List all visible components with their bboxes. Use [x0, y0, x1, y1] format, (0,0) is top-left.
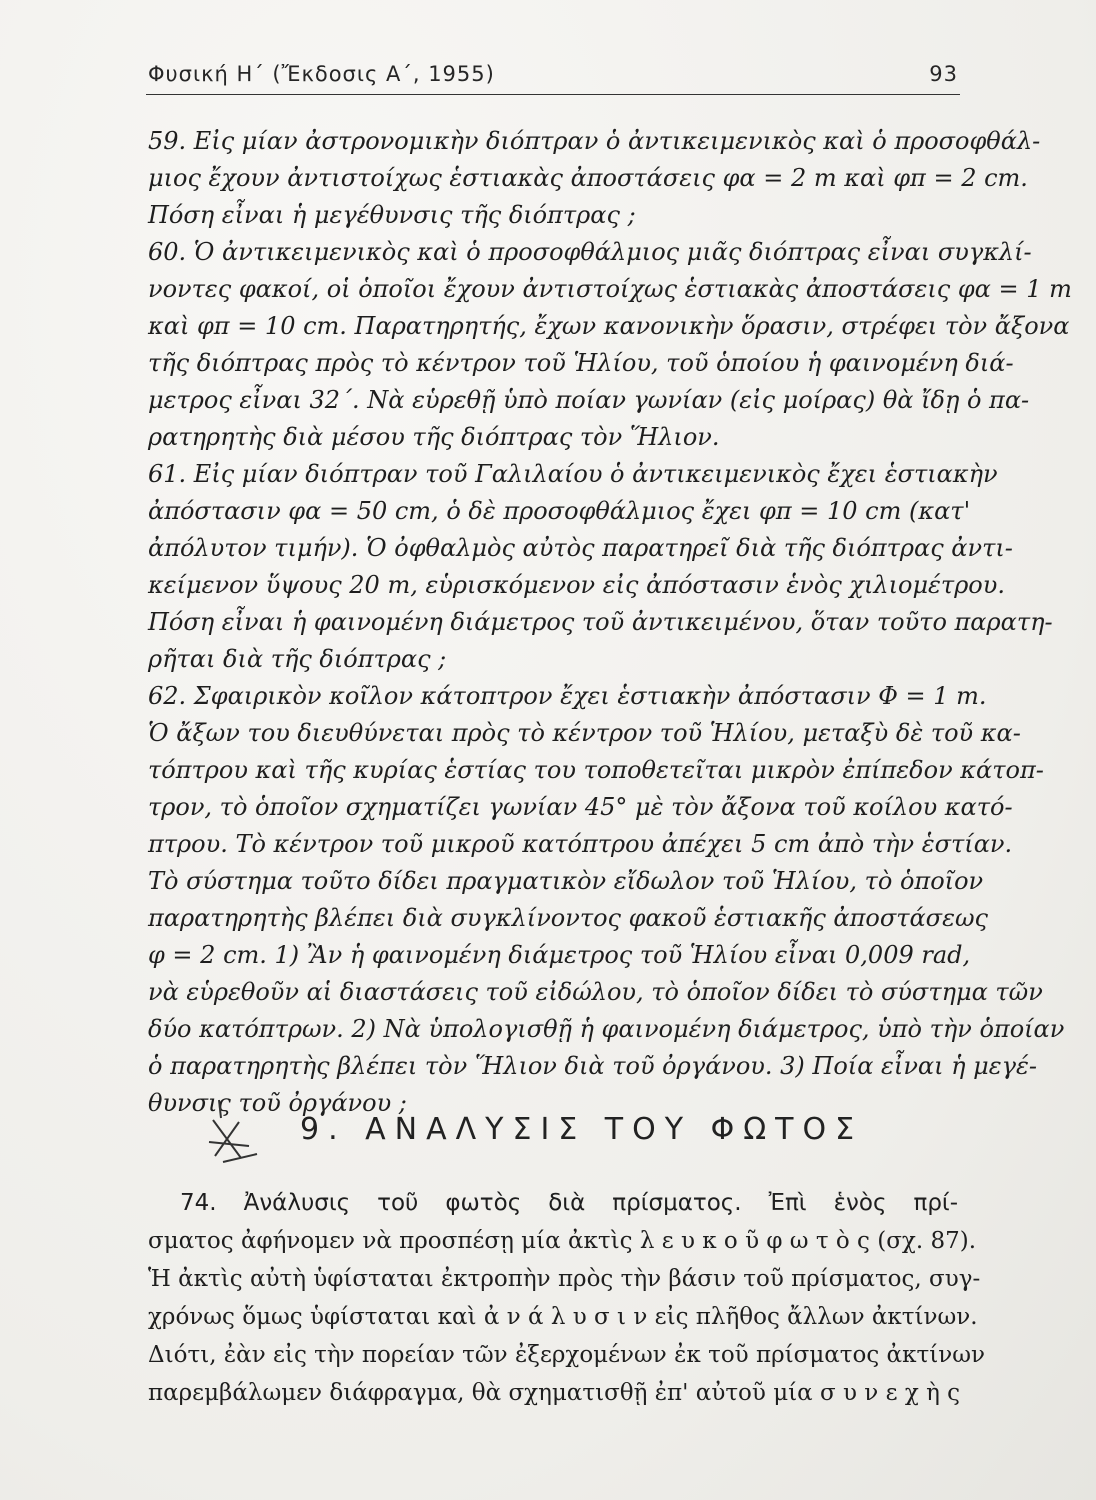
exercise-line: νοντες φακοί, οἱ ὁποῖοι ἔχουν ἀντιστοίχως ἑστιακὰς ἀποστάσεις φα = 1 m: [148, 275, 1072, 303]
paragraph-text: Ἐπὶ ἑνὸς πρί-: [768, 1190, 958, 1216]
paragraph-line: Ἡ ἀκτὶς αὐτὴ ὑφίσταται ἐκτροπὴν πρὸς τὴν βάσιν τοῦ πρίσματος, συγ-: [148, 1266, 981, 1292]
paragraph-line: σματος ἀφήνομεν νὰ προσπέσῃ μία ἀκτὶς λ ε υ κ ο ῦ φ ω τ ὸ ς (σχ. 87).: [148, 1228, 977, 1254]
paragraph-heading: 74. Ἀνάλυσις τοῦ φωτὸς διὰ πρίσματος.: [180, 1190, 742, 1216]
paragraph-line: Διότι, ἐὰν εἰς τὴν πορείαν τῶν ἐξερχομένων ἐκ τοῦ πρίσματος ἀκτίνων: [148, 1342, 985, 1368]
header-rule: [146, 94, 960, 95]
paragraph-line: παρεμβάλωμεν διάφραγμα, θὰ σχηματισθῇ ἐπ' αὐτοῦ μία σ υ ν ε χ ὴ ς: [148, 1380, 961, 1406]
paragraph-line: χρόνως ὅμως ὑφίσταται καὶ ἀ ν ά λ υ σ ι ν εἰς πλῆθος ἄλλων ἀκτίνων.: [148, 1304, 978, 1330]
exercise-line: Τὸ σύστημα τοῦτο δίδει πραγματικὸν εἴδωλον τοῦ Ἡλίου, τὸ ὁποῖον: [148, 867, 984, 895]
paragraph-first-line: [180, 1188, 958, 1218]
exercise-line: Πόση εἶναι ἡ μεγέθυνσις τῆς διόπτρας ;: [148, 201, 636, 229]
exercise-line: Ὁ ἄξων του διευθύνεται πρὸς τὸ κέντρον τοῦ Ἡλίου, μεταξὺ δὲ τοῦ κα-: [148, 719, 1021, 747]
exercise-line: 60. Ὁ ἀντικειμενικὸς καὶ ὁ προσοφθάλμιος μιᾶς διόπτρας εἶναι συγκλί-: [148, 238, 1032, 266]
exercise-line: παρατηρητὴς βλέπει διὰ συγκλίνοντος φακοῦ ἑστιακῆς ἀποστάσεως: [148, 904, 988, 932]
exercise-line: μιος ἔχουν ἀντιστοίχως ἑστιακὰς ἀποστάσεις φα = 2 m καὶ φπ = 2 cm.: [148, 164, 1028, 192]
exercise-line: 59. Εἰς μίαν ἀστρονομικὴν διόπτραν ὁ ἀντικειμενικὸς καὶ ὁ προσοφθάλ-: [148, 127, 1041, 155]
exercise-line: Πόση εἶναι ἡ φαινομένη διάμετρος τοῦ ἀντικειμένου, ὅταν τοῦτο παρατη-: [148, 608, 1053, 636]
exercise-line: καὶ φπ = 10 cm. Παρατηρητής, ἔχων κανονικὴν ὅρασιν, στρέφει τὸν ἄξονα: [148, 312, 1070, 340]
section-title: 9. ΑΝΑΛΥΣΙΣ ΤΟΥ ΦΩΤΟΣ: [300, 1112, 864, 1147]
exercise-line: νὰ εὑρεθοῦν αἱ διαστάσεις τοῦ εἰδώλου, τὸ ὁποῖον δίδει τὸ σύστημα τῶν: [148, 978, 1043, 1006]
exercise-line: κείμενον ὕψους 20 m, εὑρισκόμενον εἰς ἀπόστασιν ἑνὸς χιλιομέτρου.: [148, 571, 1005, 599]
exercise-line: τῆς διόπτρας πρὸς τὸ κέντρον τοῦ Ἡλίου, τοῦ ὁποίου ἡ φαινομένη διά-: [148, 349, 1014, 377]
exercise-line: δύο κατόπτρων. 2) Νὰ ὑπολογισθῇ ἡ φαινομένη διάμετρος, ὑπὸ τὴν ὁποίαν: [148, 1015, 1065, 1043]
exercise-line: τόπτρου καὶ τῆς κυρίας ἑστίας του τοποθετεῖται μικρὸν ἐπίπεδον κάτοπ-: [148, 756, 1044, 784]
exercise-line: τρον, τὸ ὁποῖον σχηματίζει γωνίαν 45° μὲ τὸν ἄξονα τοῦ κοίλου κατό-: [148, 793, 1013, 821]
page-number: 93: [929, 62, 958, 86]
exercise-line: ἀπόλυτον τιμήν). Ὁ ὀφθαλμὸς αὐτὸς παρατηρεῖ διὰ τῆς διόπτρας ἀντι-: [148, 534, 1013, 562]
exercise-line: ρῆται διὰ τῆς διόπτρας ;: [148, 645, 447, 673]
exercise-line: 61. Εἰς μίαν διόπτραν τοῦ Γαλιλαίου ὁ ἀντικειμενικὸς ἔχει ἑστιακὴν: [148, 460, 998, 488]
exercise-line: πτρου. Τὸ κέντρον τοῦ μικροῦ κατόπτρου ἀπέχει 5 cm ἀπὸ τὴν ἑστίαν.: [148, 830, 1013, 858]
exercise-line: ὁ παρατηρητὴς βλέπει τὸν Ἥλιον διὰ τοῦ ὀργάνου. 3) Ποία εἶναι ἡ μεγέ-: [148, 1052, 1037, 1080]
handwritten-mark-icon: [205, 1092, 265, 1172]
exercise-line: ἀπόστασιν φα = 50 cm, ὁ δὲ προσοφθάλμιος ἔχει φπ = 10 cm (κατ': [148, 497, 971, 525]
exercise-line: 62. Σφαιρικὸν κοῖλον κάτοπτρον ἔχει ἑστιακὴν ἀπόστασιν Φ = 1 m.: [148, 682, 987, 710]
header-title: Φυσική Η΄ (Ἔκδοσις Α΄, 1955): [148, 62, 495, 86]
exercise-line: ρατηρητὴς διὰ μέσου τῆς διόπτρας τὸν Ἥλιον.: [148, 423, 720, 451]
running-header: [148, 62, 958, 96]
exercise-line: μετρος εἶναι 32΄. Νὰ εὑρεθῇ ὑπὸ ποίαν γωνίαν (εἰς μοίρας) θὰ ἴδῃ ὁ πα-: [148, 386, 1030, 414]
exercise-line: θυνσις τοῦ ὀργάνου ;: [148, 1089, 407, 1117]
exercise-line: φ = 2 cm. 1) Ἂν ἡ φαινομένη διάμετρος τοῦ Ἡλίου εἶναι 0,009 rad,: [148, 941, 971, 969]
